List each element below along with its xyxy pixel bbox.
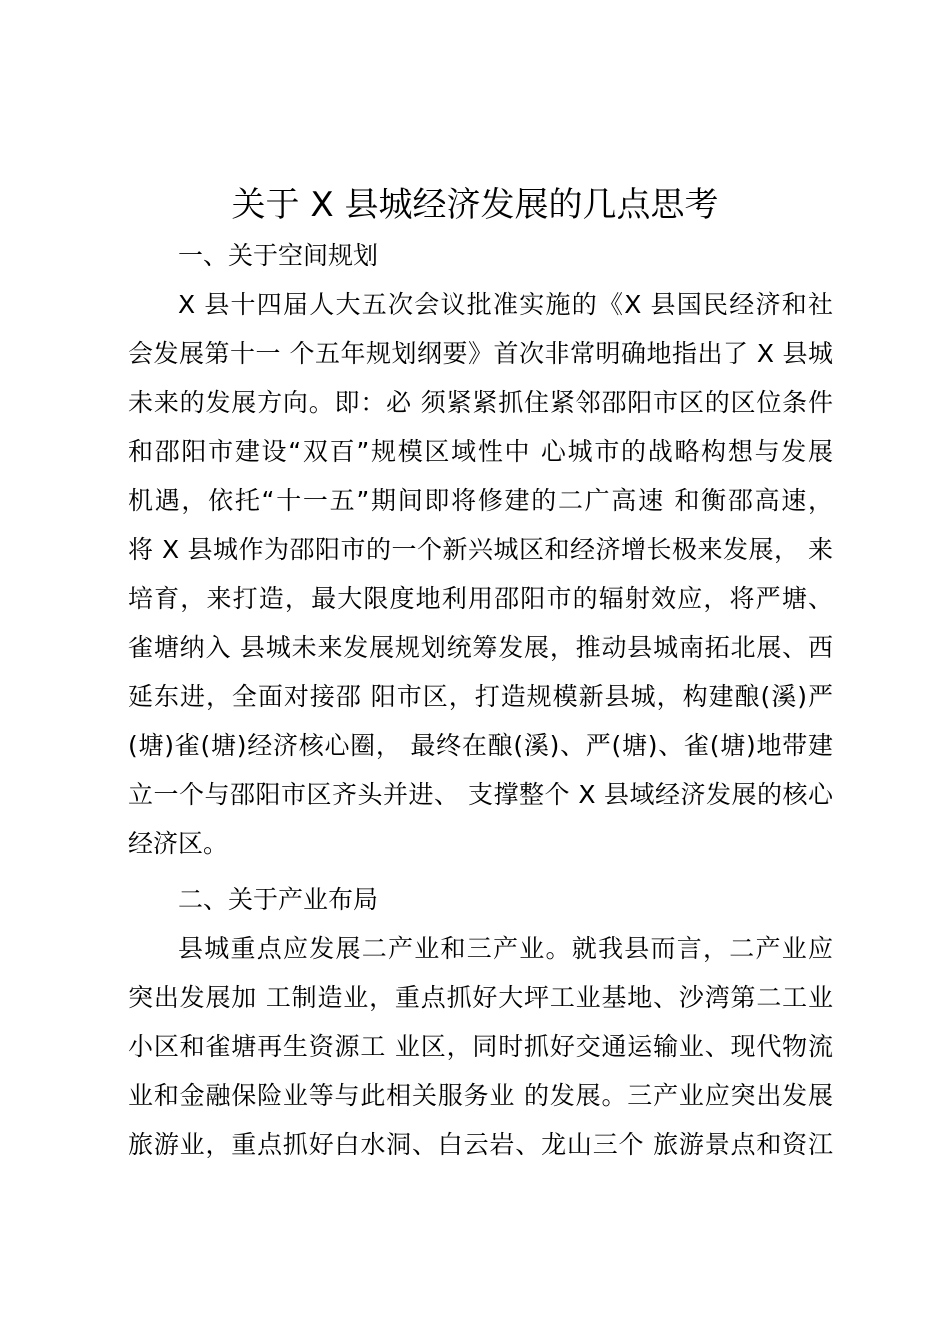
section-heading-spatial-planning: 一、关于空间规划 (178, 241, 379, 270)
paragraph-line: 延东进，全面对接邵 阳市区，打造规模新县城，构建酿(溪)严 (128, 682, 833, 711)
paragraph-line: 经济区。 (128, 829, 229, 858)
section-heading-industrial-layout: 二、关于产业布局 (178, 885, 379, 914)
paragraph-line: 旅游业，重点抓好白水洞、白云岩、龙山三个 旅游景点和资江 (128, 1130, 833, 1159)
paragraph-line: 未来的发展方向。即：必 须紧紧抓住紧邻邵阳市区的区位条件 (128, 388, 833, 417)
paragraph-line: 培育，来打造，最大限度地利用邵阳市的辐射效应，将严塘、 (128, 584, 833, 613)
paragraph-line: 和邵阳市建设“双百”规模区域性中 心城市的战略构想与发展 (128, 437, 833, 466)
paragraph-line: 突出发展加 工制造业，重点抓好大坪工业基地、沙湾第二工业 (128, 983, 833, 1012)
document-title: 关于 X 县城经济发展的几点思考 (231, 185, 719, 225)
paragraph-line: 县城重点应发展二产业和三产业。就我县而言，二产业应 (178, 934, 833, 963)
paragraph-line: 业和金融保险业等与此相关服务业 的发展。三产业应突出发展 (128, 1081, 833, 1110)
paragraph-line: 小区和雀塘再生资源工 业区，同时抓好交通运输业、现代物流 (128, 1032, 833, 1061)
paragraph-line: 会发展第十一 个五年规划纲要》首次非常明确地指出了 X 县城 (128, 339, 833, 368)
paragraph-line: 立一个与邵阳市区齐头并进、 支撑整个 X 县域经济发展的核心 (128, 780, 833, 809)
paragraph-line: 雀塘纳入 县城未来发展规划统筹发展，推动县城南拓北展、西 (128, 633, 833, 662)
paragraph-line: 将 X 县城作为邵阳市的一个新兴城区和经济增长极来发展， 来 (128, 535, 833, 564)
paragraph-line: X 县十四届人大五次会议批准实施的《X 县国民经济和社 (178, 290, 833, 319)
paragraph-line: (塘)雀(塘)经济核心圈， 最终在酿(溪)、严(塘)、雀(塘)地带建 (128, 731, 833, 760)
paragraph-line: 机遇，依托“十一五”期间即将修建的二广高速 和衡邵高速， (128, 486, 833, 515)
